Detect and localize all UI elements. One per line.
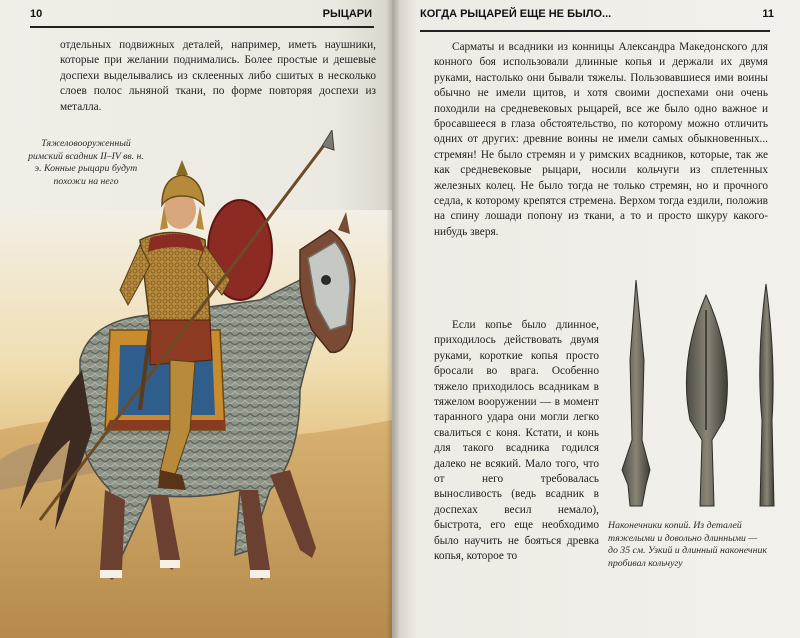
left-running-head: РЫЦАРИ: [322, 8, 372, 20]
right-page: [392, 0, 800, 638]
roman-horseman-illustration: [0, 130, 392, 638]
right-running-head: КОГДА РЫЦАРЕЙ ЕЩЕ НЕ БЫЛО...: [420, 8, 612, 20]
spearhead-3: [760, 284, 774, 506]
left-page-number: 10: [30, 8, 43, 20]
right-page-number: 11: [762, 8, 774, 20]
left-page: [0, 0, 392, 638]
spearhead-1: [622, 280, 650, 506]
right-header-rule: [420, 30, 770, 32]
book-gutter: [386, 0, 400, 638]
right-paragraph-1: [434, 40, 768, 240]
right-paragraph-2: [434, 318, 599, 565]
right-caption: Наконечники копий. Из деталей тяжелыми и довольно длинными — до 35 см. Узкий и длинный наконечник пробивал кольчугу: [608, 520, 767, 569]
spearheads-illustration: [606, 270, 796, 515]
right-paragraph-2-text: Если копье было длинное, приходилось действовать двумя руками, короткие копья просто бросали во врага. Особенно тяжело приходилось всадникам в тяжелом вооружении — в момент таранного удара они могли легко свалиться с коня. Кстати, и конь для такого всадника годился далеко не всякий. Мало того, что от него требовалась выносливость (ведь всадник в доспехах весил немало), быстрота, его еще необходимо было научить не бояться древка копья, которое то: [434, 319, 599, 563]
left-header-rule: [30, 26, 374, 28]
left-top-paragraph: [60, 38, 376, 115]
right-paragraph-1-text: Сарматы и всадники из конницы Александра Македонского для конного боя использовали длинные копья и держали их двумя руками, настолько они бывали тяжелы. Пользовавшиеся ими воины обычно не имели щитов, и хотя своими доспехами они очень походили на средневековых рыцарей, все же было одно важное и бросавшееся в глаза обстоятельство, по которому можно отличить одних от других: древние воины не имели самых обыкновенных... стремян! Не было стремян и у римских всадников, которые, так же как средневековые рыцари, носили кольчуги из сплетенных железных колец. Не было тогда не только стремян, но и прочного седла, к которому крепятся стремена. Верхом тогда ездили, положив на спину лошади попону из ткани, а то и просто шкуру какого-нибудь зверя.: [434, 41, 768, 238]
spearhead-2: [686, 295, 727, 506]
left-paragraph-text: отдельных подвижных деталей, например, иметь наушники, которые при желании поднимались. Более простые и дешевые доспехи выделывались из склеенных либо сшитых в несколько слоев полос льняной ткани, по форме повторяя доспехи из металла.: [60, 39, 376, 113]
left-caption: Тяжеловооруженный римский всадник II–IV вв. н. э. Конные рыцари будут похожи на него: [28, 138, 144, 187]
